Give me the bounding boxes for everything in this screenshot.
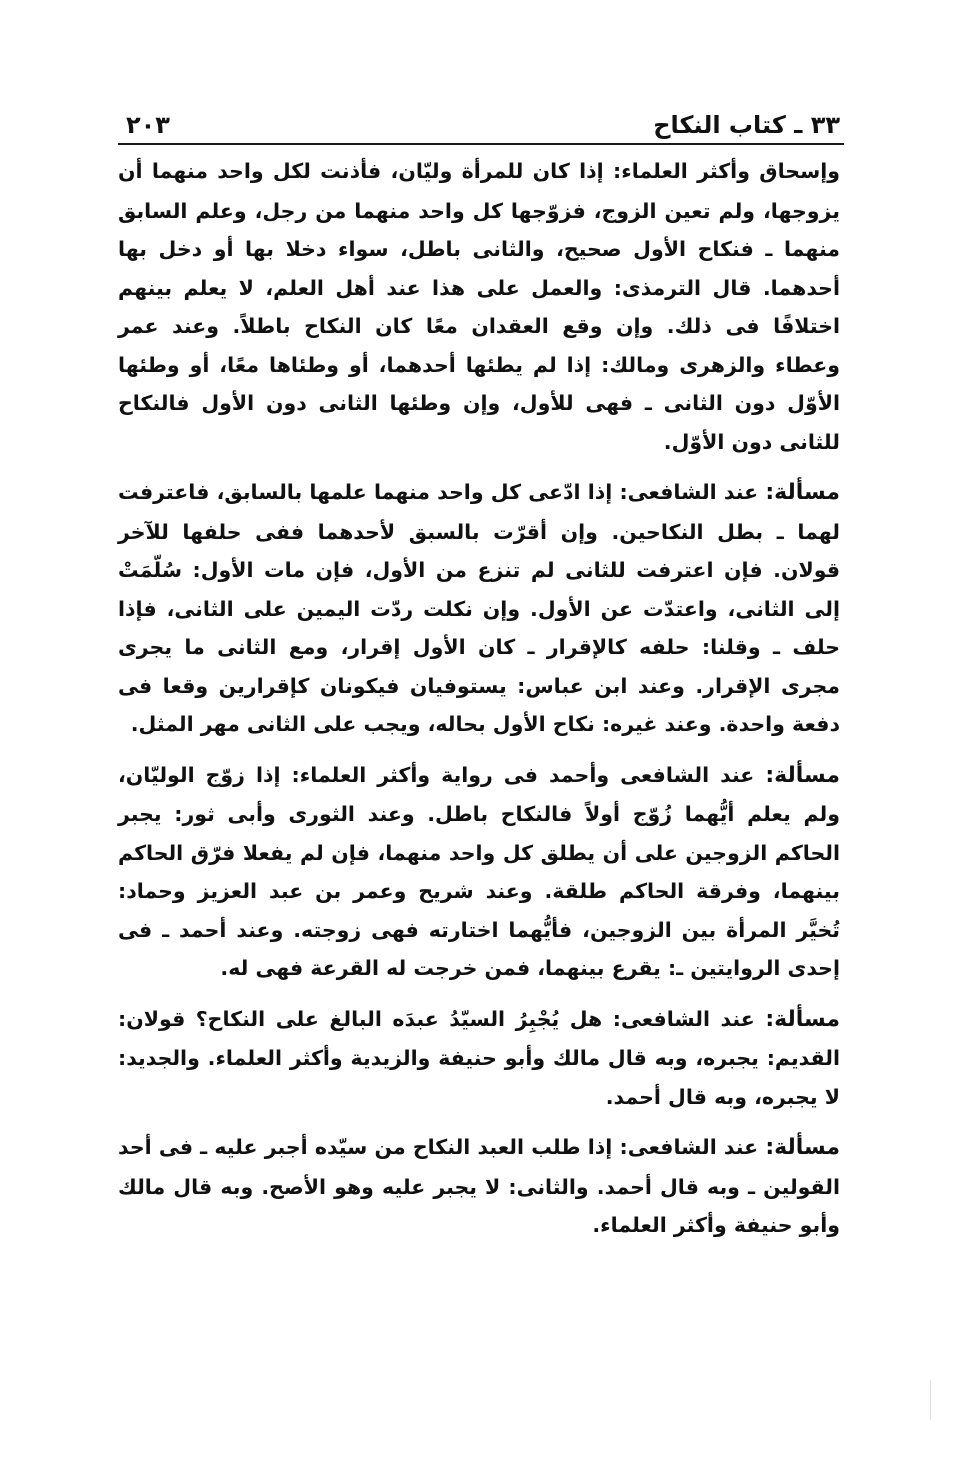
paragraph-text: وإسحاق وأكثر العلماء: إذا كان للمرأة وليّان، فأذنت لكل واحد منهما أن يزوجها، ولم تعين الزوج، فزوّجها كل واحد منهما من رجل، وعلم السابق منهما ـ فنكاح الأول صحيح، والثانى باطل، سواء دخلا بها أو دخل بها أحدهما. قال الترمذى: والعمل على هذا عند أهل العلم، لا يعلم بينهم اختلافًا فى ذلك. وإن وقع العقدان معًا كان النكاح باطلاً. وعند عمر وعطاء والزهرى ومالك: إذا لم يطئها أحدهما، أو وطئاها معًا، أو وطئها الأوّل دون الثانى ـ فهى للأول، وإن وطئها الثانى دون الأول فالنكاح للثانى دون الأوّل.: [118, 159, 840, 454]
paragraph-text: عند الشافعى: إذا طلب العبد النكاح من سيّده أجبر عليه ـ فى أحد القولين ـ وبه قال أحمد. والثانى: لا يجبر عليه وهو الأصح. وبه قال مالك وأبو حنيفة وأكثر العلماء.: [118, 1135, 840, 1237]
scan-edge-mark: [930, 1380, 931, 1420]
paragraph-term: مسألة:: [765, 1006, 840, 1032]
paragraph-masala-1: [118, 473, 840, 744]
page-number: ٢٠٣: [126, 111, 170, 139]
paragraph-masala-4: [118, 1128, 840, 1245]
paragraph-continuation: [118, 152, 840, 461]
paragraph-term: مسألة:: [765, 762, 840, 788]
paragraph-term: مسألة:: [765, 480, 840, 505]
chapter-title: ٣٣ ـ كتاب النكاح: [653, 111, 840, 139]
paragraph-masala-3: [118, 1000, 840, 1117]
paragraph-term: مسألة:: [765, 1135, 840, 1160]
paragraph-text: عند الشافعى: إذا ادّعى كل واحد منهما علمها بالسابق، فاعترفت لهما ـ بطل النكاحين. وإن أقرّت بالسبق لأحدهما ففى حلفها للآخر قولان. فإن اعترفت للثانى لم تنزع من الأول، فإن مات الأول: سُلّمَتْ إلى الثانى، واعتدّت عن الأول. وإن نكلت ردّت اليمين على الثانى، فإذا حلف ـ وقلنا: حلفه كالإقرار ـ كان الأول إقرار، ومع الثانى ما يجرى مجرى الإقرار. وعند ابن عباس: يستوفيان فيكونان كإقرارين وقعا فى دفعة واحدة. وعند غيره: نكاح الأول بحاله، ويجب على الثانى مهر المثل.: [118, 480, 840, 736]
page-body: [118, 152, 840, 1257]
paragraph-text: عند الشافعى: هل يُجْبِرُ السيّدُ عبدَه البالغ على النكاح؟ قولان: القديم: يجبره، وبه قال مالك وأبو حنيفة والزيدية وأكثر العلماء. والجديد: لا يجبره، وبه قال أحمد.: [118, 1006, 840, 1109]
paragraph-masala-2: [118, 756, 840, 988]
paragraph-text: عند الشافعى وأحمد فى رواية وأكثر العلماء: إذا زوّج الوليّان، ولم يعلم أيُّهما زُوّج أولاً فالنكاح باطل. وعند الثورى وأبى ثور: يجبر الحاكم الزوجين على أن يطلق كل واحد منهما، فإن لم يفعلا فرّق الحاكم بينهما، وفرقة الحاكم طلقة. وعند شريح وعمر بن عبد العزيز وحماد: تُخيَّر المرأة بين الزوجين، فأيُّهما اختارته فهى زوجته. وعند أحمد ـ فى إحدى الروايتين ـ: يقرع بينهما، فمن خرجت له القرعة فهى له.: [118, 762, 840, 980]
page-header: [122, 108, 840, 148]
header-divider: [118, 143, 844, 145]
